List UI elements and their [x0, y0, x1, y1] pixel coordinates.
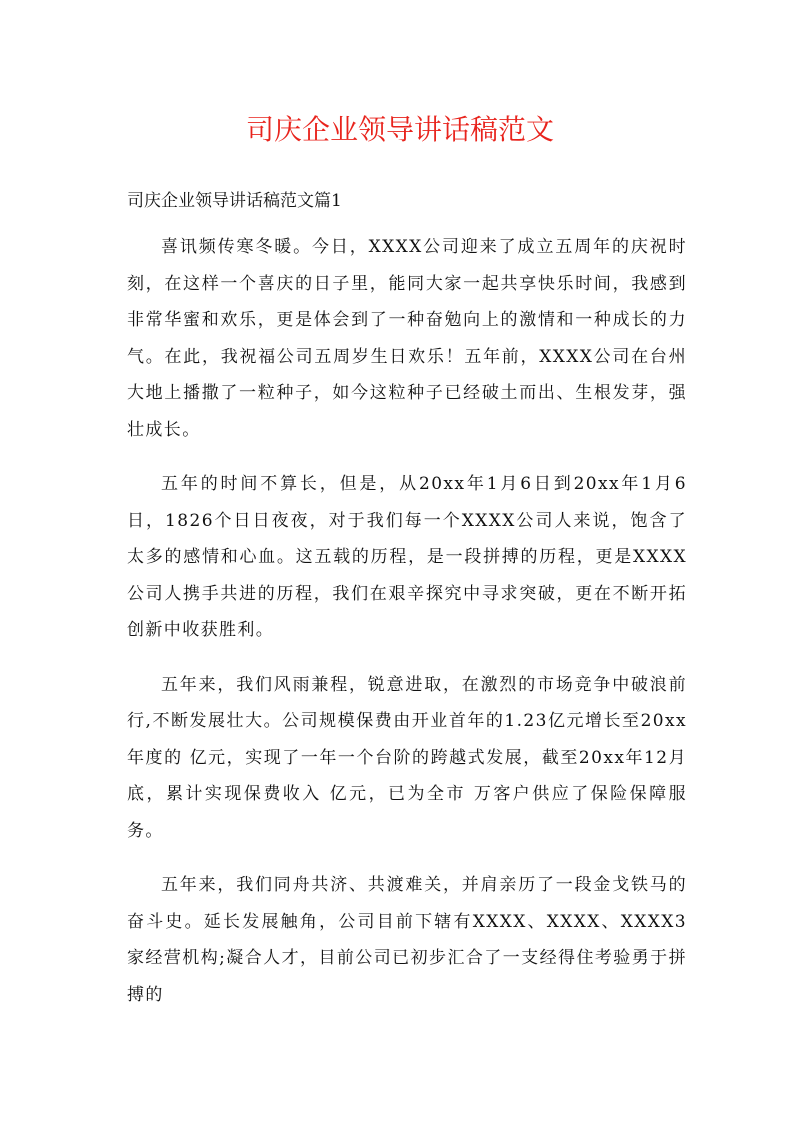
paragraph-3: 五年来，我们风雨兼程，锐意进取，在激烈的市场竞争中破浪前行,不断发展壮大。公司规模保费由开业首年的1.23亿元增长至20xx年度的 亿元，实现了一年一个台阶的跨越式发展，截至20xx年12月底，累计实现保费收入 亿元，已为全市 万客户供应了保险保障服务。 [127, 674, 687, 841]
document-title: 司庆企业领导讲话稿范文 [245, 113, 554, 146]
paragraph-4: 五年来，我们同舟共济、共渡难关，并肩亲历了一段金戈铁马的奋斗史。延长发展触角，公司目前下辖有XXXX、XXXX、XXXX3家经营机构;凝合人才，目前公司已初步汇合了一支经得住考验勇于拼搏的 [127, 875, 687, 1005]
paragraph-1: 喜讯频传寒冬暖。今日，XXXX公司迎来了成立五周年的庆祝时刻，在这样一个喜庆的日子里，能同大家一起共享快乐时间，我感到非常华蜜和欢乐，更是体会到了一种奋勉向上的激情和一种成长的力气。在此，我祝福公司五周岁生日欢乐！五年前，XXXX公司在台州大地上播撒了一粒种子，如今这粒种子已经破土而出、生根发芽，强壮成长。 [127, 237, 687, 440]
document-body [127, 229, 687, 1031]
paragraph-2: 五年的时间不算长，但是，从20xx年1月6日到20xx年1月6日，1826个日日夜夜，对于我们每一个XXXX公司人来说，饱含了太多的感情和心血。这五载的历程，是一段拼搏的历程，更是XXXX公司人携手共进的历程，我们在艰辛探究中寻求突破，更在不断开拓创新中收获胜利。 [127, 474, 687, 640]
section-heading: 司庆企业领导讲话稿范文篇1 [127, 191, 342, 211]
